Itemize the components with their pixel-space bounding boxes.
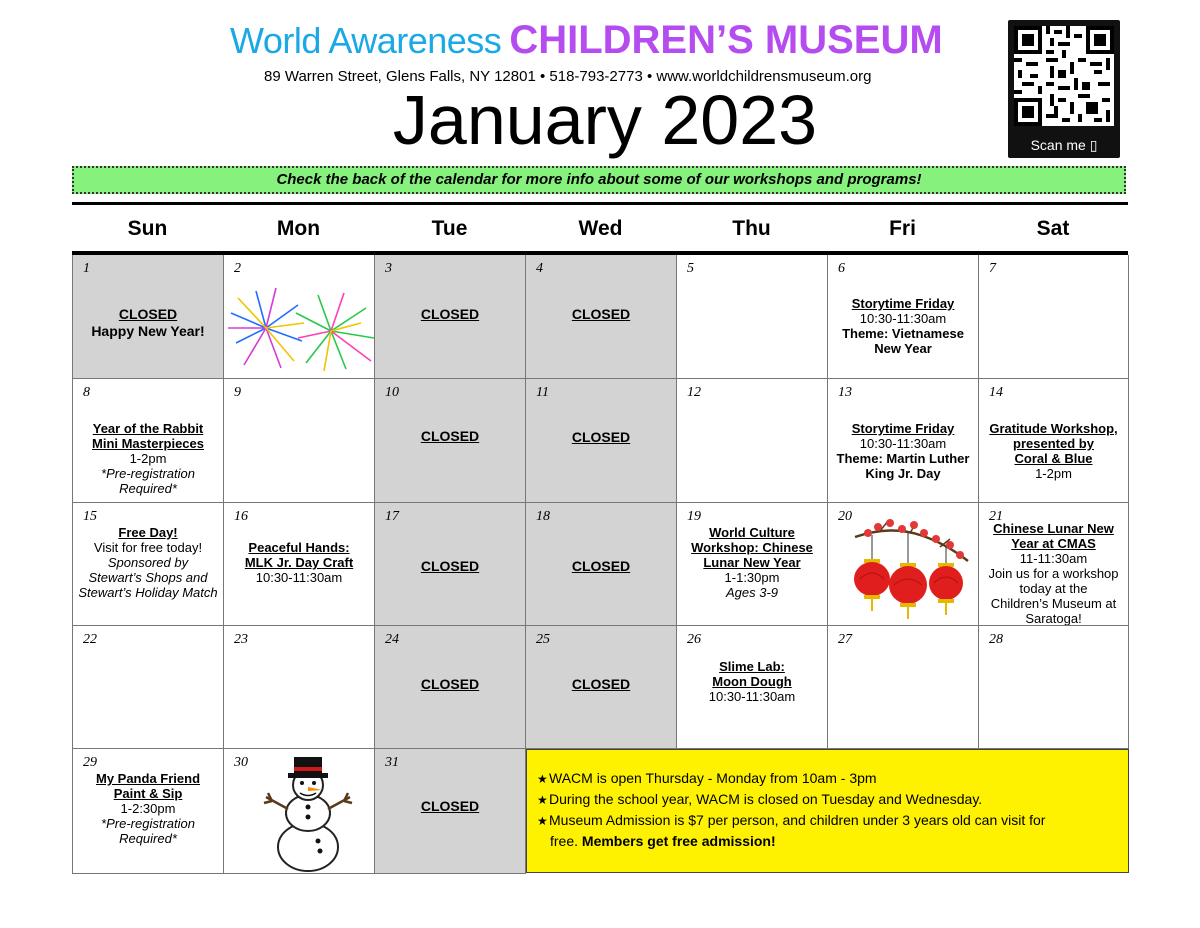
event-time: 1-2pm: [129, 451, 167, 466]
closed-label: CLOSED: [420, 798, 480, 814]
event-note: Required*: [119, 831, 177, 846]
event-title: Mini Masterpieces: [92, 436, 204, 451]
day-number: 19: [687, 509, 701, 524]
weekday-tue: Tue: [431, 217, 468, 240]
event-title: Year of the Rabbit: [92, 421, 204, 436]
closed-label: CLOSED: [571, 676, 631, 692]
day-cell-5: [677, 255, 828, 379]
event-title: Storytime Friday: [851, 421, 955, 436]
event-title: Free Day!: [118, 525, 178, 540]
day-cell-18: [526, 503, 677, 626]
day-cell-20: [828, 503, 979, 626]
weekday-sun: Sun: [127, 217, 168, 240]
page-title: January 2023: [392, 81, 818, 159]
day-number: 23: [234, 632, 248, 647]
closed-label: CLOSED: [118, 306, 178, 322]
day-cell-31: [375, 749, 526, 874]
event-note: Stewart’s Shops and: [88, 570, 208, 585]
event-time: 10:30-11:30am: [255, 570, 343, 585]
qr-scan-label: Scan me ▯: [1030, 137, 1098, 153]
day-cell-6: [828, 255, 979, 379]
event-title: Year at CMAS: [1011, 536, 1096, 551]
event-time: 1-2pm: [1035, 466, 1072, 481]
brand-childrens-museum: CHILDREN’S MUSEUM: [509, 18, 943, 62]
event-title: World Culture: [709, 525, 795, 540]
event-time: 1-1:30pm: [724, 570, 780, 585]
day-cell-1: [73, 255, 224, 379]
museum-address: 89 Warren Street, Glens Falls, NY 12801 • 518-793-2773 • www.worldchildrensmuseum.org: [264, 68, 872, 85]
event-text: Visit for free today!: [93, 540, 203, 555]
closed-label: CLOSED: [420, 428, 480, 444]
day-number: 27: [838, 632, 852, 647]
day-number: 22: [83, 632, 97, 647]
day-number: 30: [234, 755, 248, 770]
event-time: 10:30-11:30am: [859, 311, 947, 326]
event-title: Workshop: Chinese: [691, 540, 813, 555]
event-title: Coral & Blue: [1014, 451, 1093, 466]
info-members: Members get free admission!: [581, 833, 776, 849]
info-hours: WACM is open Thursday - Monday from 10am - 3pm: [549, 770, 877, 786]
day-number: 13: [838, 385, 852, 400]
event-theme: Theme: Vietnamese: [842, 326, 964, 341]
day-number: 4: [536, 261, 543, 276]
closed-label: CLOSED: [420, 558, 480, 574]
day-cell-2: [224, 255, 375, 379]
qr-code[interactable]: [1008, 20, 1120, 158]
event-theme: New Year: [874, 341, 932, 356]
event-title: Gratitude Workshop,: [989, 421, 1118, 436]
event-text: Join us for a workshop: [988, 566, 1119, 581]
day-number: 28: [989, 632, 1003, 647]
day-cell-14: [979, 379, 1129, 503]
star-icon: ★: [537, 814, 548, 828]
weekday-fri: Fri: [889, 217, 916, 240]
event-title: Paint & Sip: [113, 786, 183, 801]
day-number: 16: [234, 509, 248, 524]
day-number: 3: [385, 261, 392, 276]
day-cell-11: [526, 379, 677, 503]
event-text: Saratoga!: [1025, 611, 1082, 626]
event-note: Ages 3-9: [725, 585, 779, 600]
event-text: today at the: [1019, 581, 1088, 596]
day-cell-30: [224, 749, 375, 874]
event-theme: Theme: Martin Luther: [836, 451, 970, 466]
event-title: Moon Dough: [712, 674, 792, 689]
weekday-wed: Wed: [578, 217, 623, 240]
closed-label: CLOSED: [420, 676, 480, 692]
event-title: presented by: [1013, 436, 1094, 451]
event-title: Chinese Lunar New: [993, 521, 1114, 536]
day-cell-9: [224, 379, 375, 503]
event-title: MLK Jr. Day Craft: [244, 555, 354, 570]
day-number: 14: [989, 385, 1003, 400]
day-number: 26: [687, 632, 701, 647]
info-banner: Check the back of the calendar for more info about some of our workshops and programs!: [72, 166, 1126, 194]
day-number: 8: [83, 385, 90, 400]
weekday-thu: Thu: [732, 217, 771, 240]
event-title: Slime Lab:: [719, 659, 785, 674]
day-cell-21: [979, 503, 1129, 626]
day-number: 24: [385, 632, 399, 647]
day-cell-12: [677, 379, 828, 503]
day-number: 15: [83, 509, 97, 524]
star-icon: ★: [537, 793, 548, 807]
weekday-header: [72, 205, 1128, 253]
day-number: 9: [234, 385, 241, 400]
day-cell-19: [677, 503, 828, 626]
day-cell-26: [677, 626, 828, 749]
qr-pattern-icon: [1014, 26, 1114, 126]
event-time: 10:30-11:30am: [859, 436, 947, 451]
event-note: Sponsored by: [107, 555, 189, 570]
museum-info-box: [526, 749, 1129, 873]
event-note: *Pre-registration: [101, 816, 195, 831]
day-number: 6: [838, 261, 845, 276]
day-number: 2: [234, 261, 241, 276]
info-admission: Museum Admission is $7 per person, and children under 3 years old can visit for: [549, 812, 1046, 828]
day-cell-25: [526, 626, 677, 749]
lanterns-icon: [850, 517, 970, 621]
event-note: *Pre-registration: [101, 466, 195, 481]
snowman-icon: [260, 751, 356, 873]
closed-label: CLOSED: [571, 429, 631, 445]
day-cell-13: [828, 379, 979, 503]
event-text: Happy New Year!: [91, 323, 205, 339]
day-cell-23: [224, 626, 375, 749]
event-title: Storytime Friday: [851, 296, 955, 311]
day-number: 25: [536, 632, 550, 647]
day-cell-27: [828, 626, 979, 749]
day-cell-7: [979, 255, 1129, 379]
closed-label: CLOSED: [571, 306, 631, 322]
event-theme: King Jr. Day: [865, 466, 941, 481]
day-cell-28: [979, 626, 1129, 749]
museum-brand: [230, 18, 990, 64]
day-cell-3: [375, 255, 526, 379]
day-cell-15: [73, 503, 224, 626]
weekday-sat: Sat: [1036, 217, 1070, 240]
day-number: 20: [838, 509, 852, 524]
day-number: 31: [385, 755, 399, 770]
calendar-grid: [72, 255, 1129, 874]
day-number: 7: [989, 261, 996, 276]
day-number: 29: [83, 755, 97, 770]
star-icon: ★: [537, 772, 548, 786]
closed-label: CLOSED: [571, 558, 631, 574]
event-note: Required*: [119, 481, 177, 496]
day-number: 5: [687, 261, 694, 276]
day-cell-10: [375, 379, 526, 503]
event-time: 1-2:30pm: [120, 801, 176, 816]
event-text: Children’s Museum at: [990, 596, 1117, 611]
day-number: 21: [989, 509, 1003, 524]
day-cell-24: [375, 626, 526, 749]
day-cell-8: [73, 379, 224, 503]
event-time: 11-11:30am: [1019, 551, 1088, 566]
event-time: 10:30-11:30am: [708, 689, 796, 704]
day-cell-22: [73, 626, 224, 749]
event-title: Peaceful Hands:: [248, 540, 350, 555]
day-number: 10: [385, 385, 399, 400]
weekday-mon: Mon: [276, 217, 321, 240]
closed-label: CLOSED: [420, 306, 480, 322]
info-closed-days: During the school year, WACM is closed on Tuesday and Wednesday.: [549, 791, 983, 807]
event-note: Stewart’s Holiday Match: [78, 585, 218, 600]
fireworks-icon: [226, 283, 375, 373]
day-cell-4: [526, 255, 677, 379]
day-number: 11: [536, 385, 549, 400]
day-cell-16: [224, 503, 375, 626]
day-cell-17: [375, 503, 526, 626]
day-number: 1: [83, 261, 90, 276]
event-title: My Panda Friend: [95, 771, 201, 786]
info-admission-cont: free.: [550, 833, 579, 849]
day-number: 18: [536, 509, 550, 524]
day-number: 17: [385, 509, 399, 524]
day-number: 12: [687, 385, 701, 400]
brand-world-awareness: World Awareness: [230, 20, 502, 61]
day-cell-29: [73, 749, 224, 874]
event-title: Lunar New Year: [703, 555, 801, 570]
